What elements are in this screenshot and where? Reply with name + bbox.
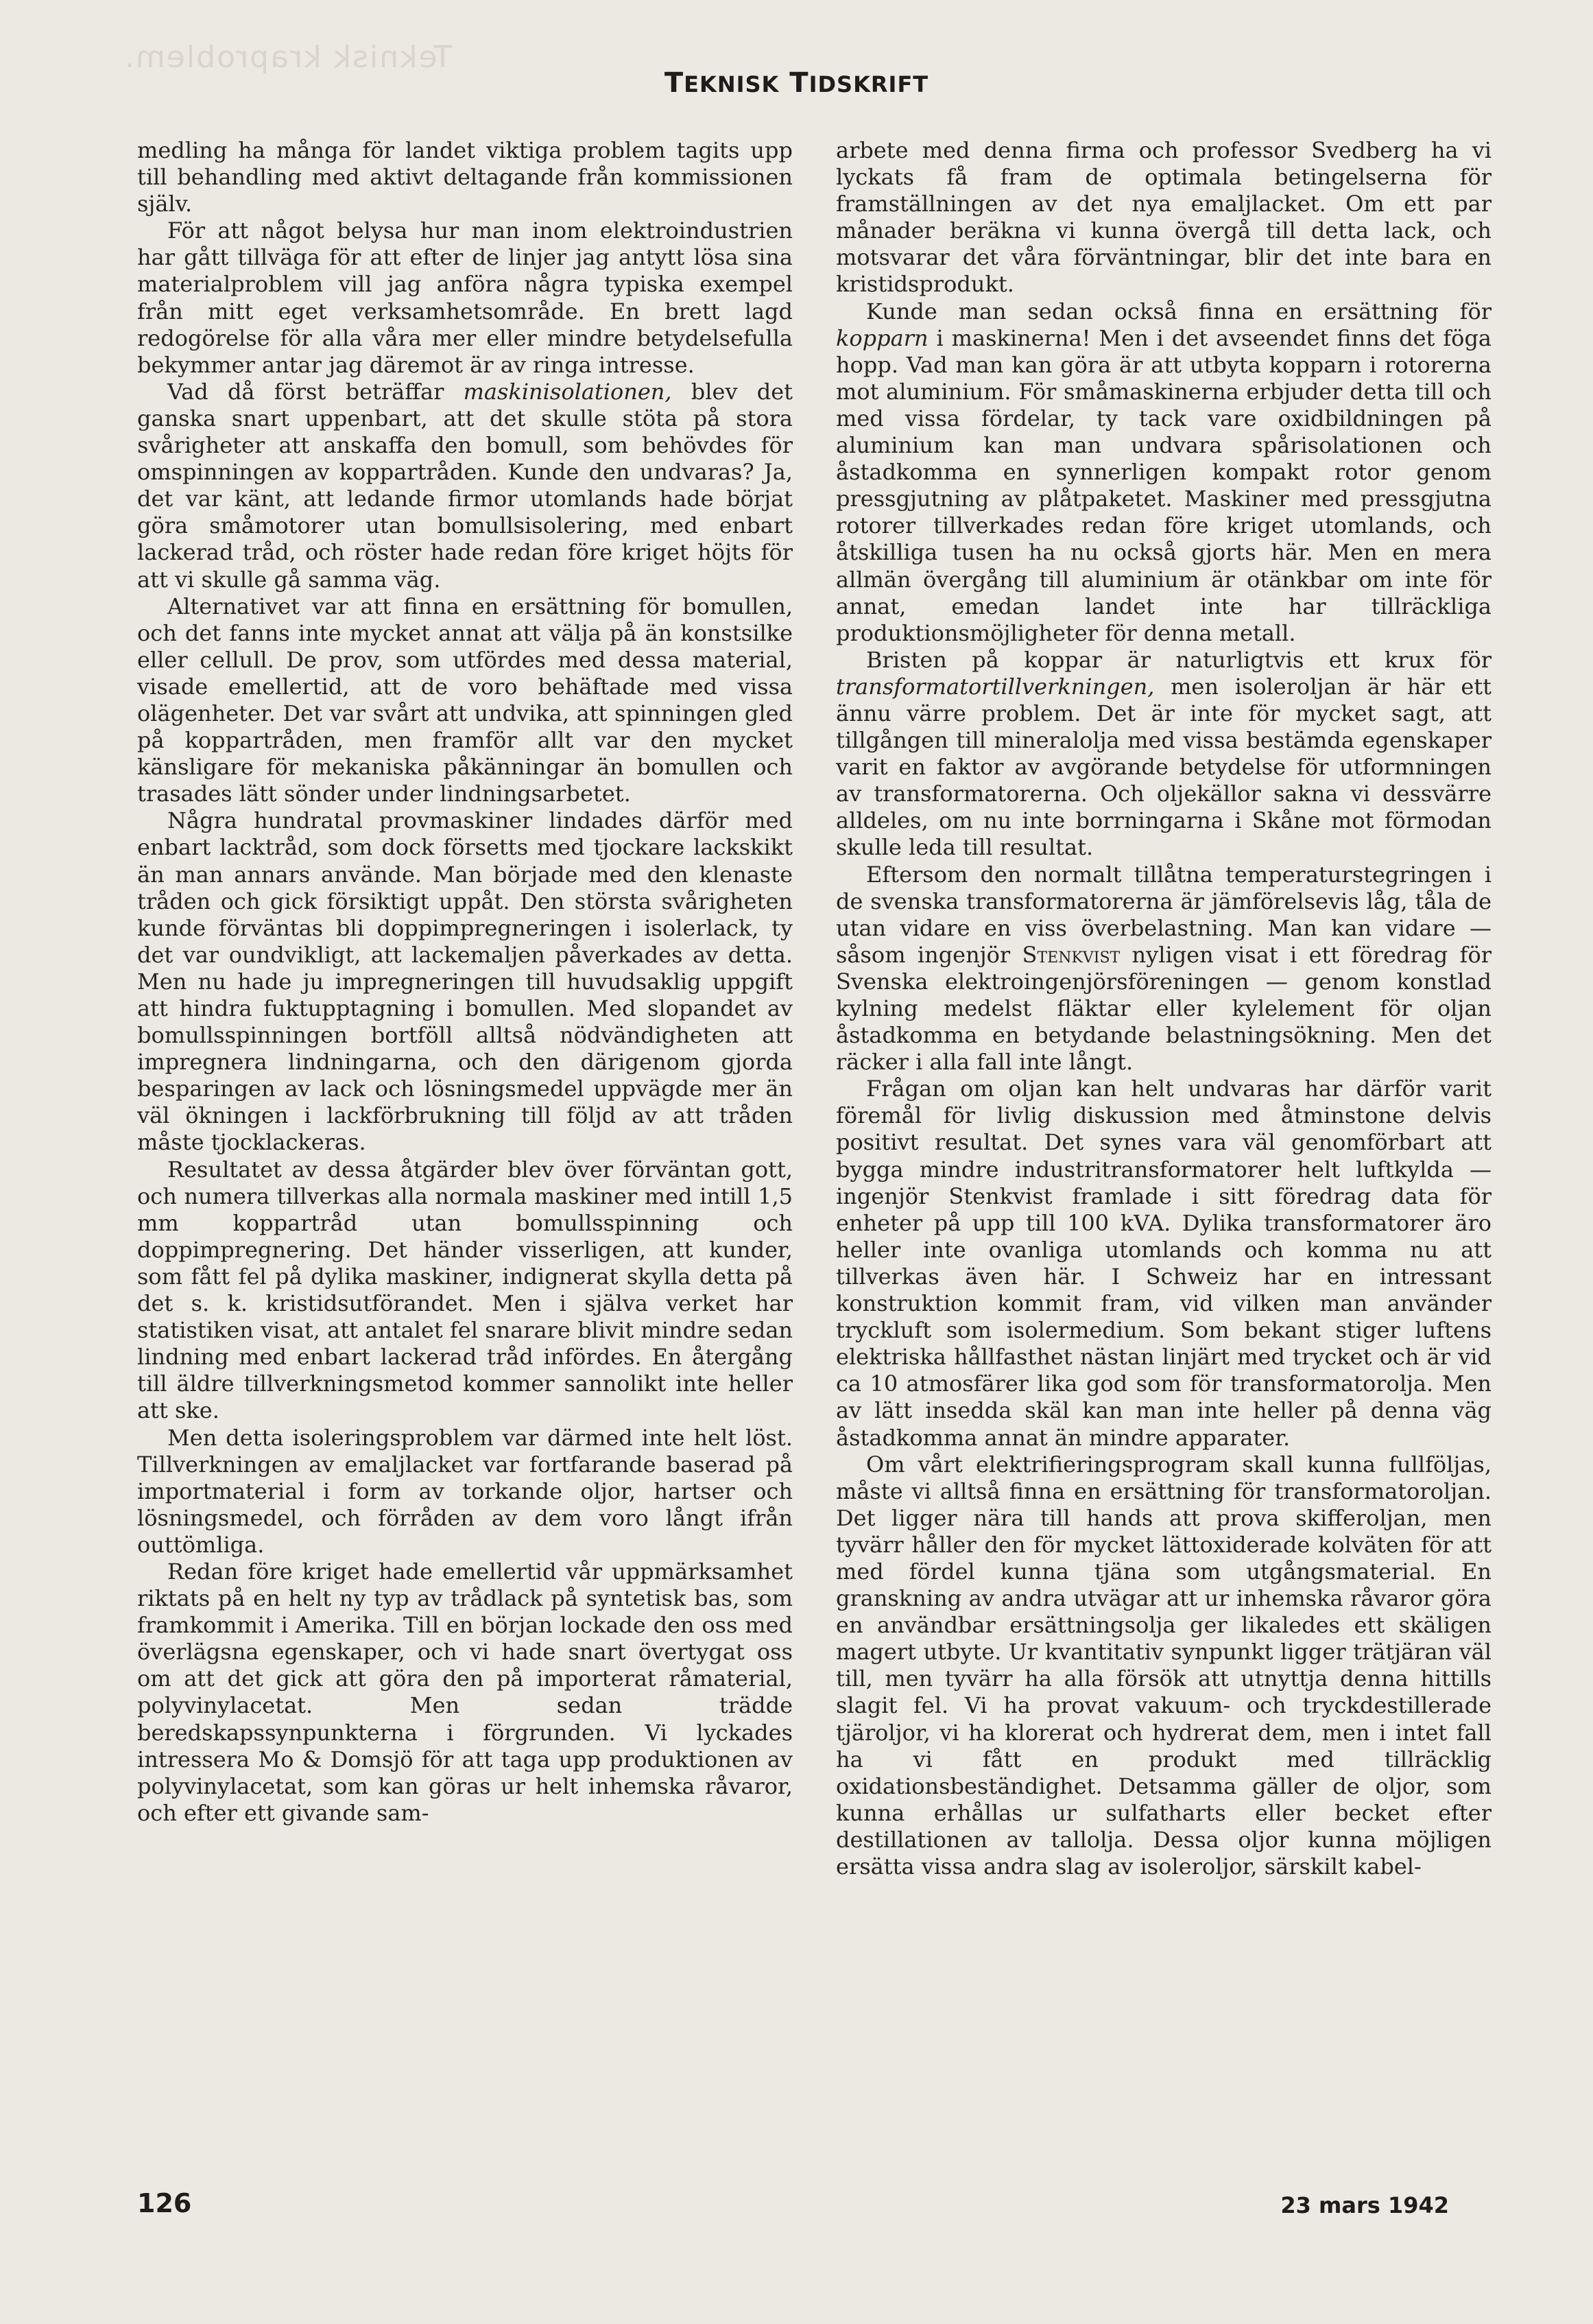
paragraph: Resultatet av dessa åtgärder blev över förväntan gott, och numera tillverkas alla normala maskiner med intill 1,5 mm koppartråd utan bomullsspinning och doppimpregnering. Det händer visserligen, att kunder, som fått fel på dylika maskiner, indignerat skylla detta på det s. k. kristidsutförandet. Men i själva verket har statistiken visat, att antalet fel snarare blivit mindre sedan lindning med enbart lackerad tråd infördes. En återgång till äldre tillverkningsmetod kommer sannolikt inte heller att ske. [137, 1156, 793, 1424]
paragraph-text: Eftersom den normalt tillåtna temperaturstegringen i de svenska transformatorerna är jämförelsevis låg, tåla de utan vidare en viss överbelastning. Man kan vidare — såsom ingenjör [836, 861, 1492, 968]
paragraph-text: men isoleroljan är här ett ännu värre problem. Det är inte för mycket sagt, att tillgången till mineralolja med vissa bestämda egenskaper varit en faktor av avgörande betydelse för utformningen av transformatorerna. Och oljekällor sakna vi dessvärre alldeles, om nu inte borrningarna i Skåne mot förmodan skulle leda till resultat. [836, 673, 1492, 861]
header-word-2-rest: IDSKRIFT [809, 71, 929, 97]
paragraph-text: blev det ganska snart uppenbart, att det skulle stöta på stora svårigheter att anskaffa den bomull, som behövdes för omspinningen av koppartråden. Kunde den undvaras? Ja, det var känt, att ledande firmor utomlands hade börjat göra småmotorer utan bomullsisolering, med enbart lackerad tråd, och röster hade redan före kriget höjts för att vi skulle gå samma väg. [137, 378, 793, 593]
left-column [137, 137, 793, 1827]
paragraph-text: Vad då först beträffar [167, 378, 464, 405]
paragraph: För att något belysa hur man inom elektroindustrien har gått tillväga för att efter de linjer jag antytt lösa sina materialproblem vill jag anföra några typiska exempel från mitt eget verksamhetsområde. En brett lagd redogörelse för alla våra mer eller mindre betydelsefulla bekymmer antar jag däremot är av ringa intresse. [137, 217, 793, 378]
right-column [836, 137, 1492, 1880]
paragraph [836, 862, 1492, 1076]
paragraph: Men detta isoleringsproblem var därmed inte helt löst. Tillverkningen av emaljlacket var fortfarande baserad på importmaterial i form av torkande oljor, hartser och lösningsmedel, och förråden av dem voro långt ifrån outtömliga. [137, 1424, 793, 1558]
show-through-text: Teknisk kraproblem. [123, 40, 453, 75]
paragraph: arbete med denna firma och professor Svedberg ha vi lyckats få fram de optimala betingelserna för framställningen av det nya emaljlacket. Om ett par månader beräkna vi kunna övergå till detta lack, och motsvarar det våra förväntningar, blir det inte bara en kristidsprodukt. [836, 137, 1492, 298]
paragraph [836, 647, 1492, 862]
paragraph [137, 379, 793, 593]
paragraph-text: nyligen visat i ett föredrag för Svenska elektroingenjörsföreningen — genom konstlad kylning medelst fläktar eller kylelement för oljan åstadkomma en betydande belastningsökning. Men det räcker i alla fall inte långt. [836, 941, 1492, 1076]
header-word-1-rest: EKNISK [684, 71, 780, 97]
italic-term: transformatortillverkningen, [836, 673, 1155, 700]
paragraph-text: Bristen på koppar är naturligtvis ett krux för [866, 646, 1492, 673]
person-name: Stenkvist [1022, 941, 1121, 968]
paragraph: medling ha många för landet viktiga problem tagits upp till behandling med aktivt deltagande från kommissionen själv. [137, 137, 793, 217]
paragraph: Frågan om oljan kan helt undvaras har därför varit föremål för livlig diskussion med åtminstone delvis positivt resultat. Det synes vara väl genomförbart att bygga mindre industritransformatorer helt luftkylda — ingenjör Stenkvist framlade i sitt föredrag data för enheter på upp till 100 kVA. Dylika transformatorer äro heller inte ovanliga utomlands och komma nu att tillverkas även här. I Schweiz har en intressant konstruktion kommit fram, vid vilken man använder tryckluft som isolermedium. Som bekant stiger luftens elektriska hållfasthet nästan linjärt med trycket och är vid ca 10 atmosfärer lika god som för transformatorolja. Men av lätt insedda skäl kan man inte heller på denna väg åstadkomma annat än mindre apparater. [836, 1076, 1492, 1451]
paragraph-text: i maskinerna! Men i det avseendet finns det föga hopp. Vad man kan göra är att utbyta kopparn i rotorerna mot aluminium. För småmaskinerna erbjuder detta till och med vissa fördelar, ty tack vare oxidbildningen på aluminium kan man undvara spårisolationen och åstadkomma en synnerligen kompakt rotor genom pressgjutning av plåtpaketet. Maskiner med pressgjutna rotorer tillverkades redan före kriget utomlands, och åtskilliga tusen ha nu också gjorts här. Men en mera allmän övergång till aluminium är otänkbar om inte för annat, emedan landet inte har tillräckliga produktionsmöjligheter för denna metall. [836, 324, 1492, 646]
paragraph [836, 298, 1492, 647]
paragraph: Några hundratal provmaskiner lindades därför med enbart lacktråd, som dock försetts med tjockare lackskikt än man annars använde. Man började med den klenaste tråden och gick försiktigt uppåt. Den största svårigheten kunde förväntas bli doppimpregneringen i isolerlack, ty det var oundvikligt, att lackemaljen påverkades av detta. Men nu hade ju impregneringen till huvudsaklig uppgift att hindra fuktupptagning i bomullen. Med slopandet av bomullsspinningen bortföll alltså nödvändigheten att impregnera lindningarna, och den därigenom gjorda besparingen av lack och lösningsmedel uppvägde mer än väl ökningen i lackförbrukning till följd av att tråden måste tjocklackeras. [137, 807, 793, 1156]
page-number: 126 [137, 2188, 192, 2218]
italic-term: maskinisolationen, [463, 378, 672, 405]
paragraph: Om vårt elektrifieringsprogram skall kunna fullföljas, måste vi alltså finna en ersättning för transformatoroljan. Det ligger nära till hands att prova skifferoljan, men tyvärr håller den för mycket lättoxiderade kolväten för att med fördel kunna tjäna som utgångsmaterial. En granskning av andra utvägar att ur inhemska råvaror göra en användbar ersättningsolja ger likaledes ett skäligen magert utbyte. Ur kvantitativ synpunkt ligger trätjäran väl till, men tyvärr ha alla försök att utnyttja denna hittills slagit fel. Vi ha provat vakuum- och tryckdestillerade tjäroljor, vi ha klorerat och hydrerat dem, men i intet fall ha vi fått en produkt med tillräcklig oxidationsbeständighet. Detsamma gäller de oljor, som kunna erhållas ur sulfatharts eller becket efter destillationen av tallolja. Dessa oljor kunna möjligen ersätta vissa andra slag av isoleroljor, särskilt kabel- [836, 1451, 1492, 1880]
issue-date: 23 mars 1942 [1280, 2192, 1449, 2218]
journal-header [0, 67, 1593, 99]
paragraph: Redan före kriget hade emellertid vår uppmärksamhet riktats på en helt ny typ av trådlack på syntetisk bas, som framkommit i Amerika. Till en början lockade den oss med överlägsna egenskaper, och vi hade snart övertygat oss om att det gick att göra den på importerat råmaterial, polyvinylacetat. Men sedan trädde beredskapssynpunkterna i förgrunden. Vi lyckades intressera Mo & Domsjö för att taga upp produktionen av polyvinylacetat, som kan göras ur helt inhemska råvaror, och efter ett givande sam- [137, 1558, 793, 1826]
paragraph-text: Kunde man sedan också finna en ersättning för [866, 298, 1492, 324]
header-initial-2: T [789, 67, 809, 99]
paragraph: Alternativet var att finna en ersättning för bomullen, och det fanns inte mycket annat att välja på än konstsilke eller cellull. De prov, som utfördes med dessa material, visade emellertid, att de voro behäftade med vissa olägenheter. Det var svårt att undvika, att spinningen gled på koppartråden, men framför allt var den mycket känsligare för mekaniska påkänningar än bomullen och trasades lätt sönder under lindningsarbetet. [137, 593, 793, 807]
italic-term: kopparn [836, 324, 929, 351]
header-initial-1: T [664, 67, 684, 99]
